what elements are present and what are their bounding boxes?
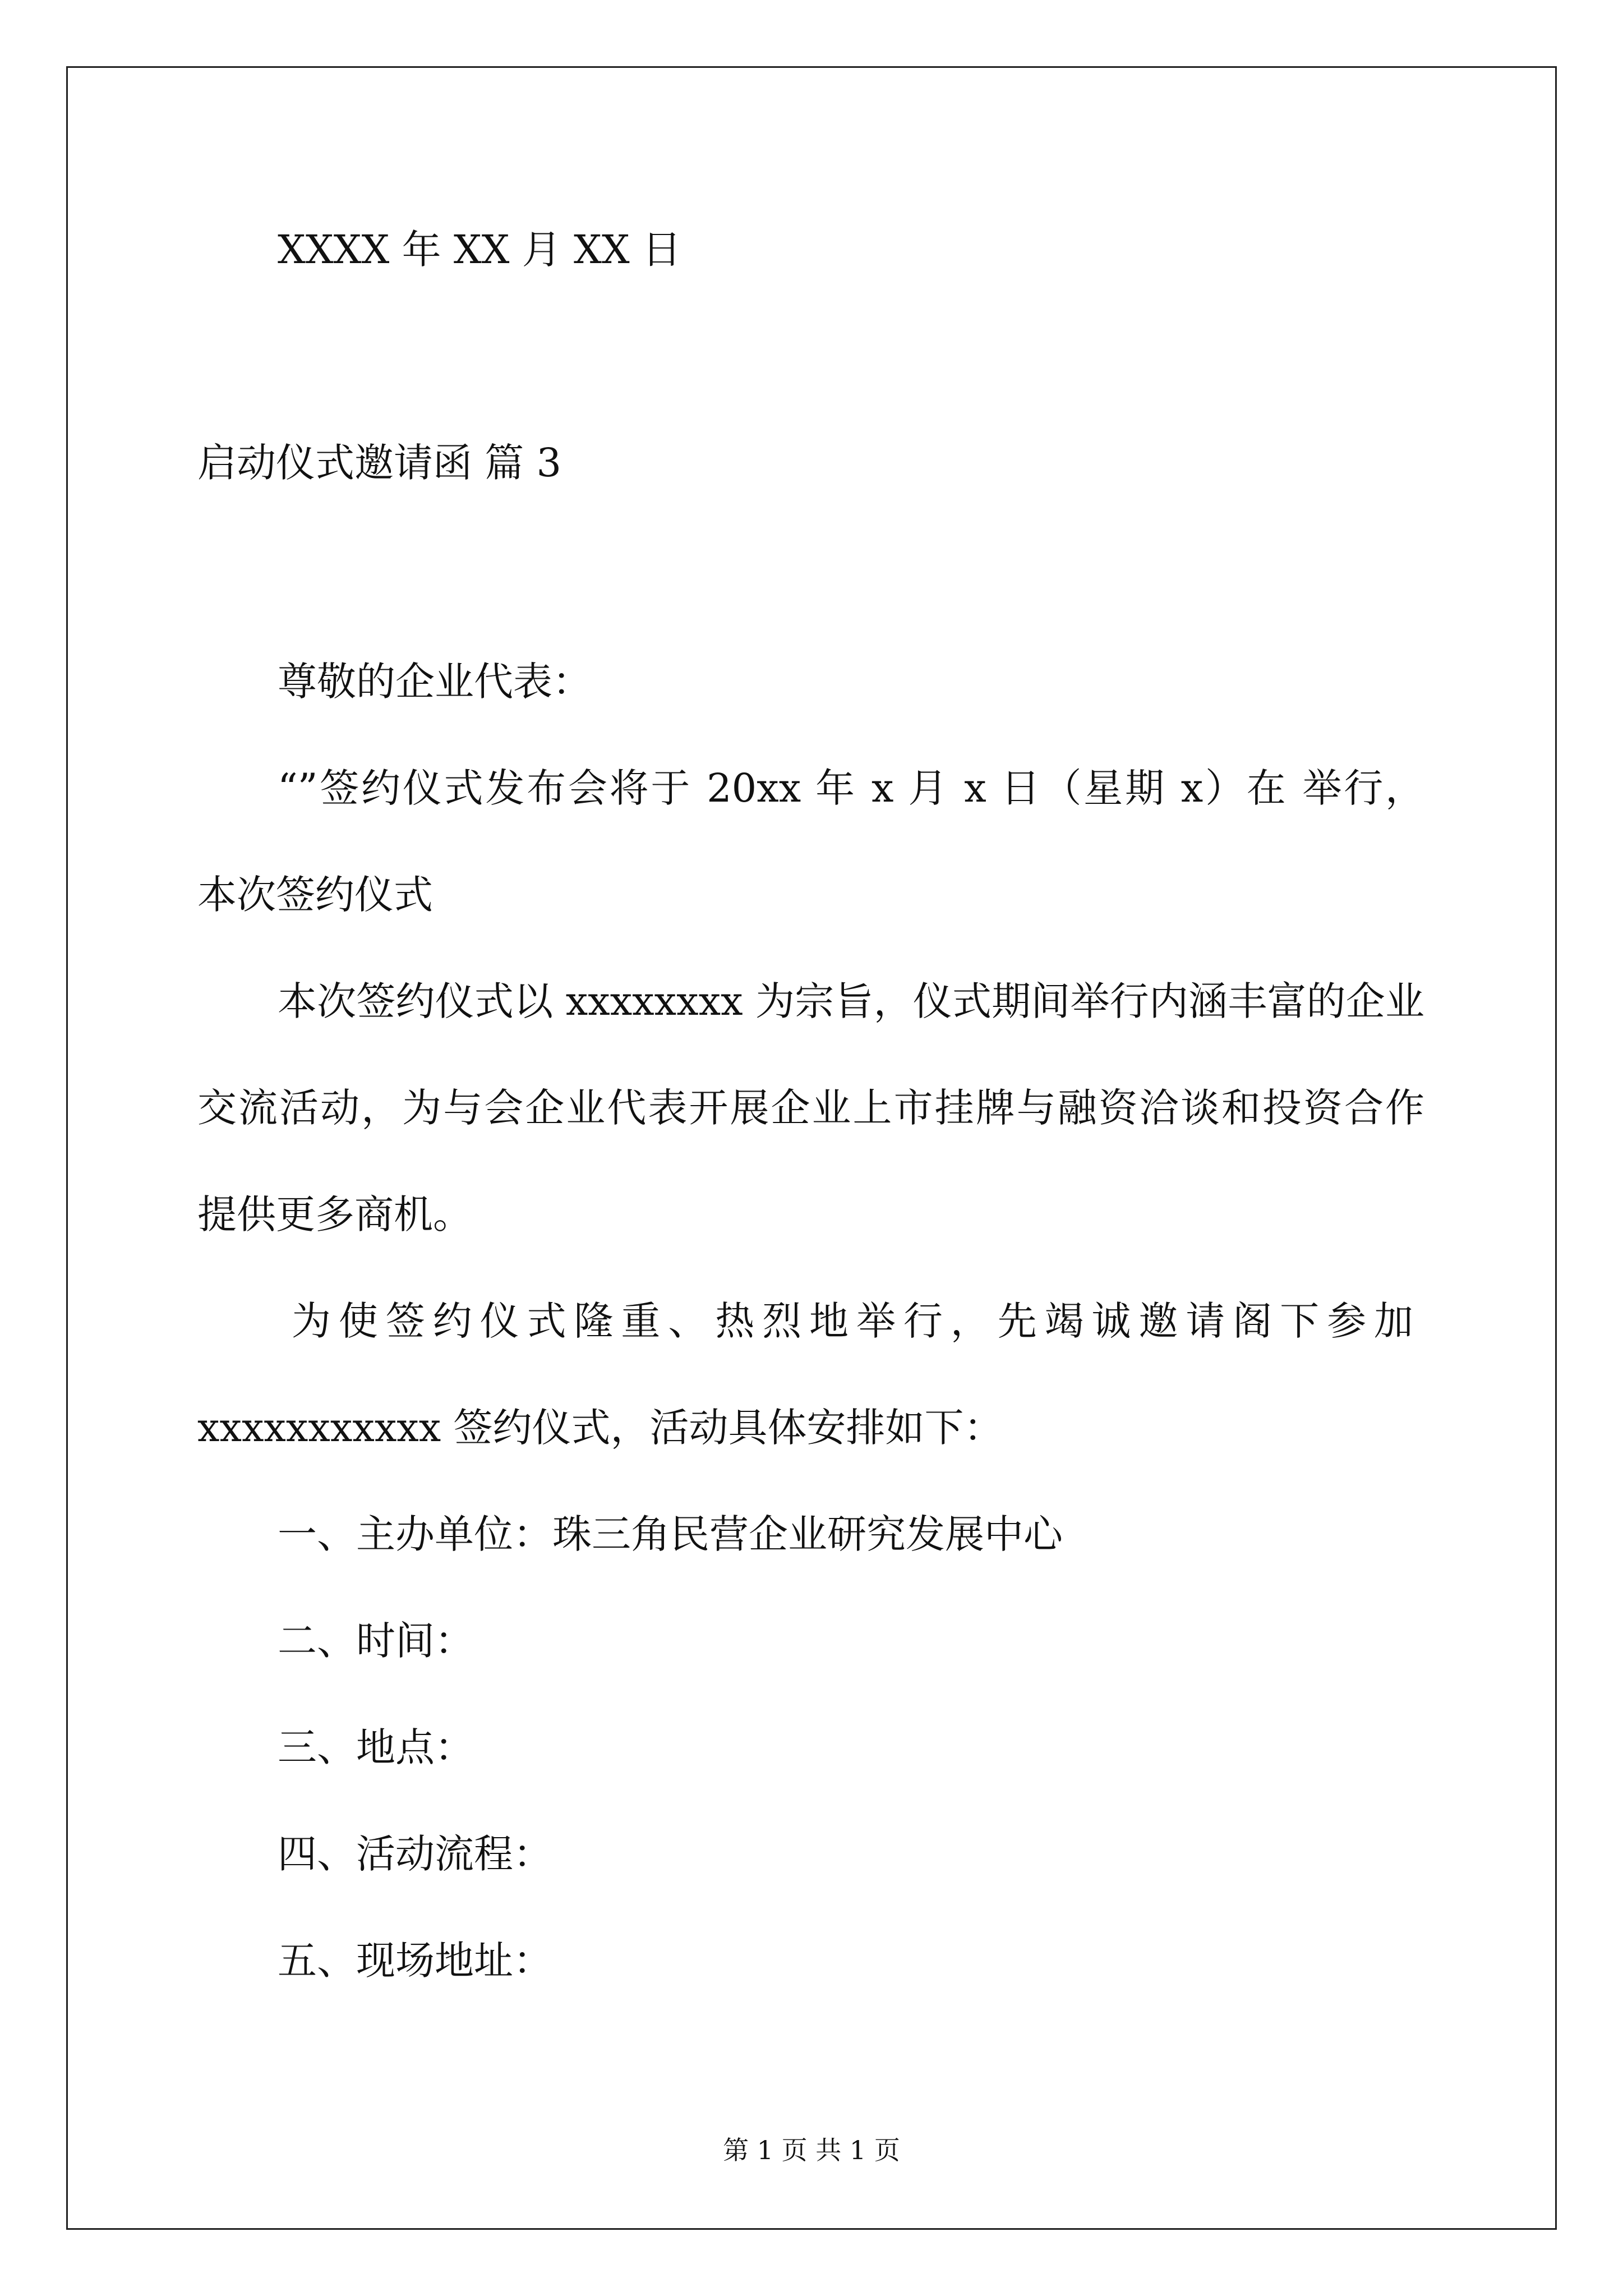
item-location: 三、地点： — [278, 1724, 474, 1770]
salutation: 尊敬的企业代表： — [278, 659, 592, 705]
item-address: 五、现场地址： — [278, 1938, 552, 1984]
paragraph-line-1: “”签约仪式发布会将于 20xx 年 x 月 x 日（星期 x）在 举行， — [278, 765, 1424, 811]
item-process: 四、活动流程： — [278, 1831, 552, 1877]
paragraph-line-6: 为使签约仪式隆重、热烈地举行，先竭诚邀请阁下参加 — [292, 1298, 1413, 1344]
page-footer: 第 1 页 共 1 页 — [723, 2135, 900, 2165]
item-time: 二、时间： — [278, 1618, 474, 1664]
date-line: XXXX 年 XX 月 XX 日 — [278, 227, 681, 273]
section-title: 启动仪式邀请函 篇 3 — [197, 440, 562, 486]
item-organizer: 一、主办单位：珠三角民营企业研究发展中心 — [278, 1511, 1063, 1557]
paragraph-line-3: 本次签约仪式以 xxxxxxxx 为宗旨，仪式期间举行内涵丰富的企业 — [278, 978, 1424, 1024]
paragraph-line-2: 本次签约仪式 — [197, 872, 433, 918]
paragraph-line-4: 交流活动，为与会企业代表开展企业上市挂牌与融资洽谈和投资合作 — [197, 1085, 1424, 1131]
paragraph-line-7: xxxxxxxxxxx 签约仪式，活动具体安排如下： — [197, 1405, 1003, 1451]
page-border — [66, 66, 1557, 2230]
paragraph-line-5: 提供更多商机。 — [197, 1191, 472, 1237]
